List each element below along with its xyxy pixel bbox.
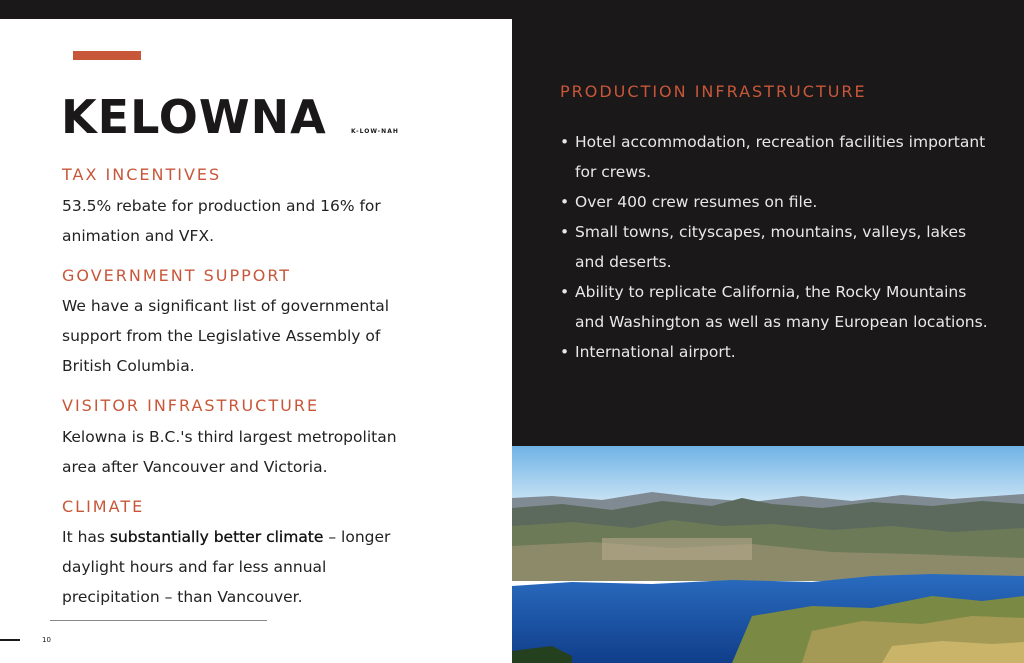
list-item bbox=[560, 337, 1000, 367]
production-infrastructure-heading: PRODUCTION INFRASTRUCTURE bbox=[560, 82, 867, 101]
production-list bbox=[560, 127, 1000, 367]
list-item bbox=[560, 127, 1000, 187]
footer-rule bbox=[50, 620, 267, 621]
government-support-text: We have a significant list of governmental support from the Legislative Assembly of British Columbia. bbox=[62, 297, 390, 375]
climate-heading: CLIMATE bbox=[62, 497, 145, 516]
visitor-infrastructure-text: Kelowna is B.C.'s third largest metropolitan area after Vancouver and Victoria. bbox=[62, 428, 397, 476]
list-item-text: Small towns, cityscapes, mountains, valleys, lakes and deserts. bbox=[575, 223, 967, 271]
bullet-icon: • bbox=[560, 283, 570, 301]
page-title: KELOWNA bbox=[61, 90, 327, 144]
climate-text-emphasis: substantially better climate bbox=[109, 528, 324, 546]
top-bar bbox=[0, 0, 1024, 19]
pronunciation-label: K-LOW-NAH bbox=[351, 128, 399, 135]
page-dash bbox=[0, 639, 20, 641]
climate-text bbox=[62, 522, 412, 612]
list-item-text: International airport. bbox=[575, 343, 736, 361]
list-item bbox=[560, 187, 1000, 217]
list-item-text: Ability to replicate California, the Rocky Mountains and Washington as well as many European locations. bbox=[575, 283, 988, 331]
bullet-icon: • bbox=[560, 193, 570, 211]
tax-incentives-heading: TAX INCENTIVES bbox=[62, 165, 222, 184]
list-item-text: Hotel accommodation, recreation facilities important for crews. bbox=[575, 133, 986, 181]
climate-text-end: – longer daylight hours and far less annual precipitation – than Vancouver. bbox=[62, 528, 391, 606]
list-item-text: Over 400 crew resumes on file. bbox=[575, 193, 818, 211]
government-support-heading: GOVERNMENT SUPPORT bbox=[62, 266, 292, 285]
bullet-icon: • bbox=[560, 343, 570, 361]
kelowna-landscape-photo bbox=[512, 446, 1024, 663]
accent-bar bbox=[73, 51, 141, 60]
visitor-infrastructure-heading: VISITOR INFRASTRUCTURE bbox=[62, 396, 320, 415]
tax-incentives-text: 53.5% rebate for production and 16% for animation and VFX. bbox=[62, 197, 381, 245]
list-item bbox=[560, 277, 1000, 337]
bullet-icon: • bbox=[560, 133, 570, 151]
bullet-icon: • bbox=[560, 223, 570, 241]
list-item bbox=[560, 217, 1000, 277]
climate-text-start: It has bbox=[62, 528, 110, 546]
page-number: 10 bbox=[42, 636, 51, 644]
